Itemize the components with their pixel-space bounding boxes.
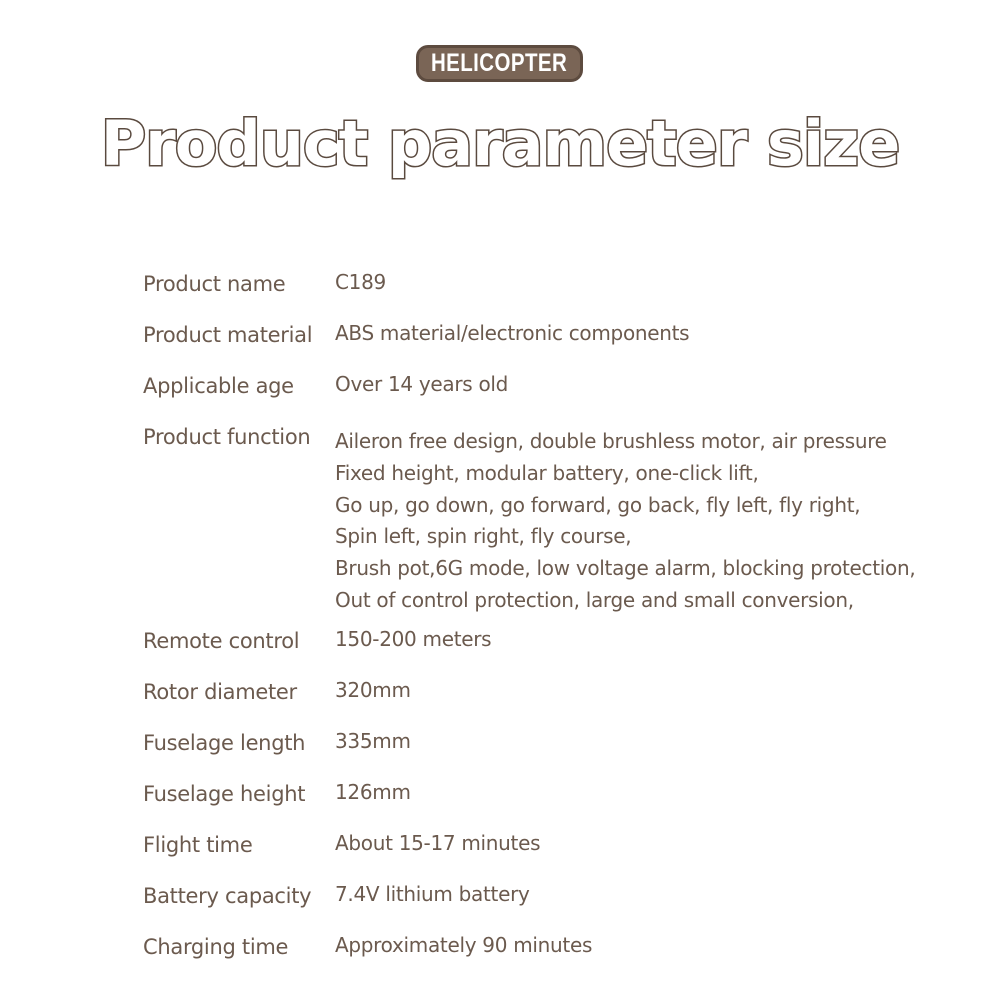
fuselage-height-value: 126mm xyxy=(335,780,411,804)
product-name-value: C189 xyxy=(335,270,386,294)
product-function-value xyxy=(335,426,915,617)
rotor-diameter-label: Rotor diameter xyxy=(143,680,297,704)
applicable-age-label: Applicable age xyxy=(143,374,294,398)
battery-capacity-label: Battery capacity xyxy=(143,884,312,908)
battery-capacity-value: 7.4V lithium battery xyxy=(335,882,530,906)
fuselage-length-value: 335mm xyxy=(335,729,411,753)
flight-time-label: Flight time xyxy=(143,833,253,857)
product-material-label: Product material xyxy=(143,323,313,347)
product-function-line: Brush pot,6G mode, low voltage alarm, blocking protection, xyxy=(335,556,916,581)
fuselage-height-label: Fuselage height xyxy=(143,782,306,806)
fuselage-length-label: Fuselage length xyxy=(143,731,306,755)
remote-control-label: Remote control xyxy=(143,629,300,653)
product-function-line: Fixed height, modular battery, one-click lift, xyxy=(335,460,759,485)
product-function-line: Spin left, spin right, fly course, xyxy=(335,524,632,549)
badge-text: HELICOPTER xyxy=(431,49,568,77)
charging-time-label: Charging time xyxy=(143,935,289,959)
charging-time-value: Approximately 90 minutes xyxy=(335,933,593,957)
applicable-age-value: Over 14 years old xyxy=(335,372,509,396)
product-function-label: Product function xyxy=(143,425,311,449)
flight-time-value: About 15-17 minutes xyxy=(335,831,541,855)
product-function-line: Aileron free design, double brushless motor, air pressure xyxy=(335,429,887,453)
product-function-line: Out of control protection, large and small conversion, xyxy=(335,587,854,612)
remote-control-value: 150-200 meters xyxy=(335,627,492,651)
product-function-line: Go up, go down, go forward, go back, fly left, fly right, xyxy=(335,492,861,517)
product-name-label: Product name xyxy=(143,272,286,296)
product-material-value: ABS material/electronic components xyxy=(335,321,690,345)
helicopter-badge xyxy=(416,45,583,82)
rotor-diameter-value: 320mm xyxy=(335,678,411,702)
page-title: Product parameter size xyxy=(100,107,900,180)
